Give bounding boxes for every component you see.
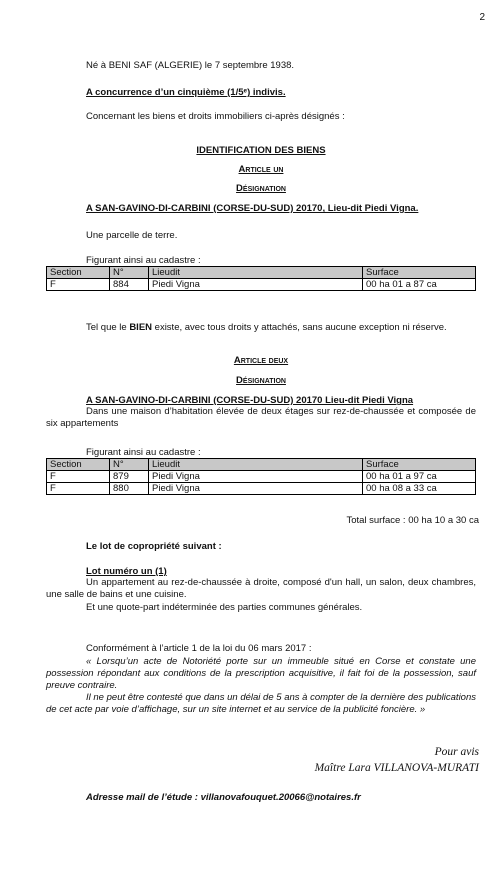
article1-location: A SAN-GAVINO-DI-CARBINI (CORSE-DU-SUD) 20170, Lieu-dit Piedi Vigna. (86, 203, 419, 214)
email-address[interactable]: villanovafouquet.20066@notaires.fr (200, 792, 361, 803)
column-header-number: N° (110, 267, 149, 279)
table-row (47, 471, 476, 483)
column-header-number: N° (110, 459, 149, 471)
legal-quote-2: Il ne peut être contesté que dans un délai de 5 ans à compter de la dernière des publications de cet acte par voie d’affichage, sur un site internet et au service de la publicité foncière. » (46, 692, 476, 715)
rights-bold-word: BIEN (129, 322, 153, 333)
rights-text-part2: existe, avec tous droits y attachés, sans aucune exception ni réserve. (152, 322, 447, 333)
cell-surface: 00 ha 01 a 87 ca (363, 279, 476, 291)
column-header-surface: Surface (363, 267, 476, 279)
legal-quote-1: « Lorsqu’un acte de Notoriété porte sur un immeuble situé en Corse et constate une possession répondant aux conditions de la prescription acquisitive, il fait foi de la possession, sauf preuve contraire. (46, 656, 476, 691)
cell-section: F (47, 483, 110, 495)
lot-title: Lot numéro un (1) (86, 566, 167, 577)
table-header-row (47, 267, 476, 279)
column-header-lieudit: Lieudit (149, 459, 363, 471)
lot-description: Un appartement au rez-de-chaussée à droite, composé d'un hall, un salon, deux chambres, une salle de bains et une cuisine. (46, 577, 476, 600)
signature-name: Maître Lara VILLANOVA-MURATI (314, 762, 479, 774)
page-number: 2 (479, 12, 485, 23)
article1-title: Article un (238, 164, 284, 175)
email-label: Adresse mail de l’étude : (86, 792, 201, 803)
article2-title: Article deux (233, 355, 289, 366)
article1-designation: Désignation (236, 183, 286, 194)
signature-pour-avis: Pour avis (434, 746, 479, 758)
email-line (86, 792, 361, 804)
column-header-section: Section (47, 267, 110, 279)
cell-lieudit: Piedi Vigna (149, 279, 363, 291)
article1-cadastre-intro: Figurant ainsi au cadastre : (86, 255, 201, 266)
table-row (47, 279, 476, 291)
article2-cadastre-intro: Figurant ainsi au cadastre : (86, 447, 201, 458)
article1-rights-text (46, 322, 476, 334)
rights-text-part1: Tel que le (86, 322, 130, 333)
column-header-surface: Surface (363, 459, 476, 471)
cell-section: F (47, 471, 110, 483)
lot-intro: Le lot de copropriété suivant : (86, 541, 222, 552)
column-header-lieudit: Lieudit (149, 267, 363, 279)
cell-number: 884 (110, 279, 149, 291)
lot-quote-part: Et une quote-part indéterminée des parties communes générales. (86, 602, 363, 613)
cell-surface: 00 ha 01 a 97 ca (363, 471, 476, 483)
article1-cadastre-table (46, 266, 476, 291)
table-row (47, 483, 476, 495)
cell-lieudit: Piedi Vigna (149, 483, 363, 495)
article1-description: Une parcelle de terre. (86, 230, 178, 241)
column-header-section: Section (47, 459, 110, 471)
cell-section: F (47, 279, 110, 291)
article2-description: Dans une maison d’habitation élevée de deux étages sur rez-de-chaussée et composée de six appartements (46, 406, 476, 429)
cell-number: 880 (110, 483, 149, 495)
legal-intro: Conformément à l’article 1 de la loi du 06 mars 2017 : (86, 643, 312, 654)
total-surface: Total surface : 00 ha 10 a 30 ca (346, 515, 479, 526)
birth-line: Né à BENI SAF (ALGERIE) le 7 septembre 1938. (86, 60, 295, 71)
share-line: A concurrence d’un cinquième (1/5ᵉ) indivis. (86, 87, 286, 98)
concerning-line: Concernant les biens et droits immobiliers ci-après désignés : (86, 111, 345, 122)
cell-number: 879 (110, 471, 149, 483)
cell-lieudit: Piedi Vigna (149, 471, 363, 483)
identification-title: IDENTIFICATION DES BIENS (196, 145, 326, 156)
table-header-row (47, 459, 476, 471)
article2-designation: Désignation (236, 375, 286, 386)
article2-cadastre-table (46, 458, 476, 495)
article2-location: A SAN-GAVINO-DI-CARBINI (CORSE-DU-SUD) 20170 Lieu-dit Piedi Vigna (86, 395, 414, 406)
cell-surface: 00 ha 08 a 33 ca (363, 483, 476, 495)
